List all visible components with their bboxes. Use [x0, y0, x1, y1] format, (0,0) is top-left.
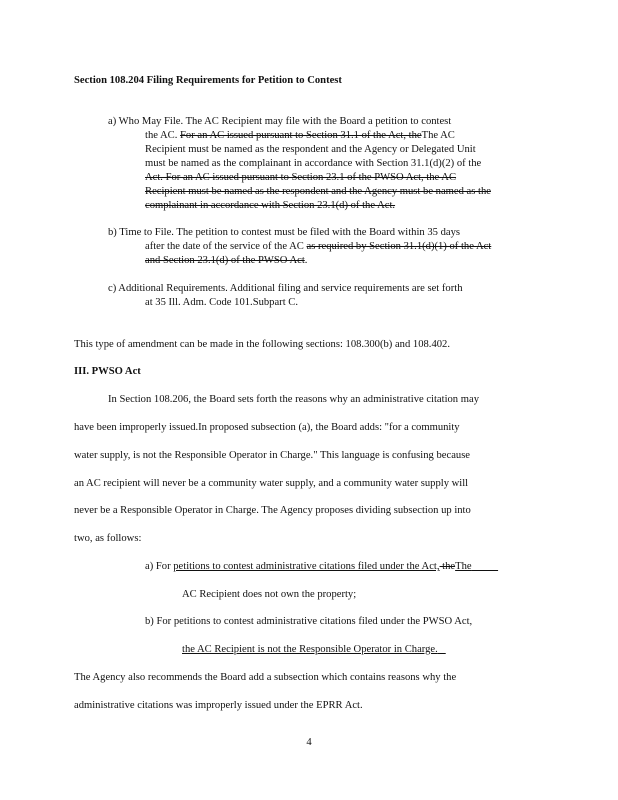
list-item-b-line-1: b) For petitions to contest administrative citations filed under the PWSO Act, — [145, 616, 473, 627]
list-item-b-line-2: the AC Recipient is not the Responsible Operator in Charge. — [182, 644, 438, 655]
paragraph-1-line-3: water supply, is not the Responsible Operator in Charge." This language is confusing because — [74, 450, 471, 461]
section-heading: Section 108.204 Filing Requirements for Petition to Contest — [74, 75, 342, 86]
item-b-line-1: b) Time to File. The petition to contest must be filed with the Board within 35 days — [108, 227, 461, 238]
paragraph-1-line-4: an AC recipient will never be a community water supply, and a community water supply will — [74, 478, 469, 489]
item-b-line-3: and Section 23.1(d) of the PWSO Act. — [145, 255, 308, 266]
list-item-a-line-1: a) For petitions to contest administrative citations filed under the Act, theThe — [145, 561, 472, 572]
item-a-line-2: the AC. For an AC issued pursuant to Section 31.1 of the Act, theThe AC — [145, 130, 455, 141]
amendment-note: This type of amendment can be made in the following sections: 108.300(b) and 108.402. — [74, 339, 450, 350]
item-a-line-4: must be named as the complainant in accordance with Section 31.1(d)(2) of the — [145, 158, 482, 169]
item-a-line-5: Act. For an AC issued pursuant to Section 23.1 of the PWSO Act, the AC — [145, 172, 457, 183]
list-item-a-line-2: AC Recipient does not own the property; — [182, 589, 357, 600]
item-c-line-1: c) Additional Requirements. Additional filing and service requirements are set forth — [108, 283, 463, 294]
item-a-line-7: complainant in accordance with Section 23.1(d) of the Act. — [145, 200, 396, 211]
item-c-line-2: at 35 Ill. Adm. Code 101.Subpart C. — [145, 297, 299, 308]
page-number: 4 — [306, 737, 312, 748]
item-a-line-1: a) Who May File. The AC Recipient may file with the Board a petition to contest — [108, 116, 452, 127]
section-3-title: III. PWSO Act — [74, 366, 141, 377]
paragraph-1-line-6: two, as follows: — [74, 533, 142, 544]
paragraph-1-line-5: never be a Responsible Operator in Charge. The Agency proposes dividing subsection up into — [74, 505, 471, 516]
item-a-line-3: Recipient must be named as the respondent and the Agency or Delegated Unit — [145, 144, 476, 155]
item-b-line-2: after the date of the service of the AC as required by Section 31.1(d)(1) of the Act — [145, 241, 492, 252]
paragraph-1-line-1: In Section 108.206, the Board sets forth the reasons why an administrative citation may — [108, 394, 479, 405]
paragraph-1-line-2: have been improperly issued.In proposed subsection (a), the Board adds: "for a community — [74, 422, 460, 433]
paragraph-2-line-1: The Agency also recommends the Board add a subsection which contains reasons why the — [74, 672, 457, 683]
paragraph-2-line-2: administrative citations was improperly issued under the EPRR Act. — [74, 700, 363, 711]
item-a-line-6: Recipient must be named as the respondent and the Agency must be named as the — [145, 186, 491, 197]
